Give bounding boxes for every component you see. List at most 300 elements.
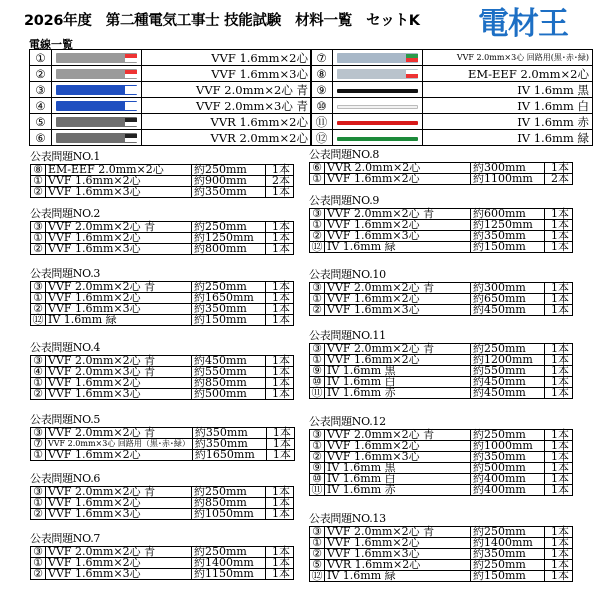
material-number: ① (310, 441, 325, 452)
material-name: VVF 2.0mm×3心 回路用（黒･赤･緑） (46, 439, 193, 450)
material-table (30, 427, 295, 461)
material-number: ① (31, 378, 46, 389)
material-number: ② (310, 452, 325, 463)
material-length: 約450mm (192, 356, 266, 367)
wire-label: EM-EEF 2.0mm×2心 (423, 66, 593, 82)
material-length: 約850mm (192, 498, 266, 509)
material-name: VVF 1.6mm×2心 (325, 441, 471, 452)
material-name: IV 1.6mm 黒 (325, 463, 471, 474)
material-number: ③ (310, 527, 325, 538)
wire-row (311, 66, 593, 82)
material-count: 1本 (545, 209, 573, 220)
material-table (309, 282, 573, 316)
material-name: VVF 1.6mm×3心 (325, 549, 471, 560)
material-name: IV 1.6mm 緑 (46, 315, 192, 326)
wire-core-ends (406, 70, 418, 78)
wire-core-ends (125, 134, 137, 142)
material-row (310, 305, 573, 316)
material-name: VVF 1.6mm×3心 (46, 187, 192, 198)
wire-swatch (56, 117, 137, 127)
material-number: ⑩ (310, 377, 325, 388)
material-number: ⑫ (311, 569, 323, 582)
material-count: 1本 (266, 569, 294, 580)
material-number: ③ (31, 428, 46, 439)
page-title: 2026年度 第二種電気工事士 技能試験 材料一覧 セットK (24, 13, 420, 29)
material-row (310, 485, 573, 496)
problem-block (309, 194, 573, 253)
material-count: 1本 (545, 355, 573, 366)
wire-label: VVF 2.0mm×2心 青 (142, 82, 312, 98)
wire-number: ⑦ (311, 50, 333, 66)
material-number: ⑨ (310, 366, 325, 377)
material-name: VVF 1.6mm×2心 (325, 220, 471, 231)
material-name: VVF 2.0mm×2心 青 (325, 527, 471, 538)
wire-row (30, 98, 312, 114)
material-length: 約250mm (192, 487, 266, 498)
material-count: 1本 (266, 244, 294, 255)
material-name: VVF 1.6mm×3心 (46, 509, 192, 520)
material-name: VVF 2.0mm×2心 青 (46, 356, 192, 367)
material-row (310, 242, 573, 253)
wire-row (311, 50, 593, 66)
material-count: 1本 (266, 450, 294, 461)
material-length: 約450mm (471, 305, 545, 316)
wire-photo (52, 98, 142, 114)
material-number: ⑪ (311, 386, 323, 399)
problem-title: 公表問題NO.4 (30, 341, 101, 354)
material-name: IV 1.6mm 白 (325, 377, 471, 388)
material-number: ② (31, 244, 46, 255)
material-number: ⑪ (311, 483, 323, 496)
wire-core-ends (125, 118, 137, 126)
material-name: VVF 1.6mm×2心 (46, 558, 192, 569)
material-name: VVF 1.6mm×3心 (46, 304, 192, 315)
logo-text: 電材王 (478, 6, 568, 42)
material-number: ③ (310, 283, 325, 294)
material-number: ① (310, 294, 325, 305)
material-name: IV 1.6mm 黒 (325, 366, 471, 377)
material-number: ① (31, 176, 46, 187)
material-name: VVF 1.6mm×3心 (325, 231, 471, 242)
wire-core-ends (125, 86, 137, 94)
wire-swatch (337, 89, 418, 93)
material-count: 1本 (545, 220, 573, 231)
material-row (31, 389, 294, 400)
material-length: 約900mm (192, 176, 266, 187)
material-name: VVF 1.6mm×2心 (46, 498, 192, 509)
problem-title: 公表問題NO.9 (309, 194, 380, 207)
problem-block (30, 472, 294, 520)
problem-block (309, 415, 573, 496)
problem-block (309, 268, 573, 316)
material-length: 約1150mm (192, 569, 266, 580)
wire-core-ends (125, 70, 137, 78)
material-length: 約1000mm (471, 441, 545, 452)
material-count: 1本 (545, 366, 573, 377)
problem-title: 公表問題NO.10 (309, 268, 386, 281)
material-number: ② (310, 305, 325, 316)
material-count: 1本 (545, 549, 573, 560)
wire-swatch (337, 121, 418, 125)
material-name: VVF 2.0mm×2心 青 (325, 430, 471, 441)
material-count: 1本 (545, 571, 573, 582)
material-count: 1本 (545, 441, 573, 452)
material-length: 約1650mm (192, 293, 266, 304)
wire-number: ③ (30, 82, 52, 98)
material-number: ⑫ (311, 240, 323, 253)
material-number: ② (31, 304, 46, 315)
material-number: ⑥ (310, 163, 325, 174)
material-number: ⑩ (310, 474, 325, 485)
problem-title: 公表問題NO.12 (309, 415, 386, 428)
material-length: 約800mm (192, 244, 266, 255)
material-name: VVF 2.0mm×2心 青 (325, 344, 471, 355)
wire-photo (333, 98, 423, 114)
wire-row (311, 114, 593, 130)
material-length: 約350mm (192, 439, 266, 450)
material-length: 約450mm (471, 388, 545, 399)
wire-row (311, 130, 593, 146)
material-number: ① (310, 174, 325, 185)
wire-table-left (29, 49, 312, 146)
material-count: 1本 (545, 430, 573, 441)
material-number: ③ (31, 222, 46, 233)
material-number: ② (310, 231, 325, 242)
material-name: IV 1.6mm 白 (325, 474, 471, 485)
material-table (30, 221, 294, 255)
problem-title: 公表問題NO.1 (30, 150, 101, 163)
wire-core-ends (125, 102, 137, 110)
material-name: VVF 2.0mm×2心 青 (46, 487, 192, 498)
wire-row (30, 114, 312, 130)
material-count: 1本 (545, 452, 573, 463)
wire-swatch (56, 69, 137, 79)
material-length: 約550mm (471, 366, 545, 377)
brand-logo (478, 4, 590, 44)
wire-label: VVR 1.6mm×2心 (142, 114, 312, 130)
material-row (31, 244, 294, 255)
material-count: 1本 (266, 367, 294, 378)
material-count: 1本 (545, 538, 573, 549)
material-name: EM-EEF 2.0mm×2心 (46, 165, 192, 176)
material-number: ③ (31, 282, 46, 293)
material-count: 1本 (266, 233, 294, 244)
material-length: 約1400mm (192, 558, 266, 569)
material-length: 約150mm (471, 242, 545, 253)
problem-title: 公表問題NO.11 (309, 329, 386, 342)
material-table (309, 162, 573, 185)
material-table (30, 281, 294, 326)
material-count: 1本 (266, 187, 294, 198)
problem-title: 公表問題NO.7 (30, 532, 101, 545)
material-length: 約1200mm (471, 355, 545, 366)
material-name: VVF 1.6mm×2心 (46, 293, 192, 304)
material-count: 1本 (545, 388, 573, 399)
material-length: 約400mm (471, 474, 545, 485)
material-length: 約250mm (192, 165, 266, 176)
material-length: 約1250mm (471, 220, 545, 231)
wire-swatch (56, 101, 137, 111)
wire-label: VVF 1.6mm×3心 (142, 66, 312, 82)
material-number: ② (31, 389, 46, 400)
material-length: 約1100mm (471, 174, 545, 185)
material-row (31, 187, 294, 198)
wire-label: VVR 2.0mm×2心 (142, 130, 312, 146)
problem-block (309, 329, 573, 399)
material-count: 1本 (545, 527, 573, 538)
material-length: 約350mm (471, 549, 545, 560)
wire-number: ⑩ (311, 98, 333, 114)
material-length: 約350mm (192, 428, 266, 439)
material-count: 1本 (545, 344, 573, 355)
wire-swatch (337, 105, 418, 109)
wire-number: ⑪ (311, 114, 333, 130)
material-length: 約150mm (471, 571, 545, 582)
material-length: 約400mm (471, 485, 545, 496)
material-number: ① (31, 233, 46, 244)
material-length: 約1050mm (192, 509, 266, 520)
material-count: 2本 (266, 176, 294, 187)
material-name: VVF 1.6mm×2心 (325, 174, 471, 185)
material-count: 1本 (266, 165, 294, 176)
material-name: VVF 1.6mm×3心 (46, 389, 192, 400)
material-table (309, 343, 573, 399)
material-length: 約250mm (192, 547, 266, 558)
material-count: 1本 (266, 547, 294, 558)
wire-number: ④ (30, 98, 52, 114)
material-name: VVF 1.6mm×2心 (325, 294, 471, 305)
wire-number: ① (30, 50, 52, 66)
wire-photo (52, 114, 142, 130)
material-name: VVR 1.6mm×2心 (325, 560, 471, 571)
problem-title: 公表問題NO.2 (30, 207, 101, 220)
problem-title: 公表問題NO.6 (30, 472, 101, 485)
wire-list-heading: 電線一覧 (29, 38, 73, 51)
material-number: ① (31, 498, 46, 509)
problem-title: 公表問題NO.13 (309, 512, 386, 525)
material-length: 約350mm (471, 231, 545, 242)
material-name: VVF 2.0mm×2心 青 (325, 209, 471, 220)
material-name: VVF 1.6mm×2心 (46, 233, 192, 244)
material-count: 1本 (266, 282, 294, 293)
material-count: 1本 (545, 463, 573, 474)
wire-label: IV 1.6mm 赤 (423, 114, 593, 130)
material-count: 2本 (545, 174, 573, 185)
material-count: 1本 (545, 242, 573, 253)
material-row (31, 428, 295, 439)
material-number: ① (31, 293, 46, 304)
material-table (30, 164, 294, 198)
material-length: 約500mm (192, 389, 266, 400)
material-length: 約1250mm (192, 233, 266, 244)
material-count: 1本 (266, 509, 294, 520)
material-number: ③ (310, 430, 325, 441)
wire-core-ends (125, 54, 137, 62)
material-name: IV 1.6mm 緑 (325, 571, 471, 582)
material-number: ③ (310, 344, 325, 355)
material-length: 約350mm (192, 304, 266, 315)
material-length: 約350mm (471, 452, 545, 463)
material-name: IV 1.6mm 赤 (325, 485, 471, 496)
material-name: VVF 1.6mm×3心 (46, 244, 192, 255)
material-number: ③ (31, 356, 46, 367)
wire-photo (333, 130, 423, 146)
material-row (31, 315, 294, 326)
wire-label: IV 1.6mm 黒 (423, 82, 593, 98)
material-length: 約1650mm (192, 450, 266, 461)
material-name: VVF 1.6mm×2心 (46, 450, 193, 461)
material-length: 約1400mm (471, 538, 545, 549)
material-length: 約300mm (471, 163, 545, 174)
wire-photo (52, 130, 142, 146)
material-name: IV 1.6mm 緑 (325, 242, 471, 253)
material-number: ② (31, 187, 46, 198)
wire-photo (333, 114, 423, 130)
problem-block (30, 413, 295, 461)
material-length: 約150mm (192, 315, 266, 326)
material-count: 1本 (545, 294, 573, 305)
problem-block (30, 532, 294, 580)
material-length: 約850mm (192, 378, 266, 389)
material-name: VVF 1.6mm×3心 (46, 569, 192, 580)
material-length: 約650mm (471, 294, 545, 305)
material-number: ⑨ (310, 463, 325, 474)
wire-number: ② (30, 66, 52, 82)
wire-photo (52, 82, 142, 98)
material-count: 1本 (545, 560, 573, 571)
material-length: 約250mm (192, 282, 266, 293)
material-number: ⑧ (31, 165, 46, 176)
material-count: 1本 (545, 377, 573, 388)
material-row (31, 509, 294, 520)
wire-number: ⑥ (30, 130, 52, 146)
problem-title: 公表問題NO.8 (309, 148, 380, 161)
material-number: ③ (310, 209, 325, 220)
material-number: ② (310, 549, 325, 560)
material-length: 約300mm (471, 283, 545, 294)
wire-row (311, 98, 593, 114)
material-count: 1本 (266, 293, 294, 304)
problem-title: 公表問題NO.3 (30, 267, 101, 280)
material-name: VVF 1.6mm×2心 (46, 378, 192, 389)
problem-block (30, 150, 294, 198)
wire-label: VVF 2.0mm×3心 回路用(黒･赤･緑) (423, 50, 593, 66)
wire-label: IV 1.6mm 緑 (423, 130, 593, 146)
material-count: 1本 (266, 487, 294, 498)
wire-swatch (56, 53, 137, 63)
wire-swatch (56, 133, 137, 143)
material-count: 1本 (266, 356, 294, 367)
material-count: 1本 (545, 283, 573, 294)
wire-core-ends (406, 54, 418, 62)
problem-block (30, 341, 294, 400)
wire-row (30, 82, 312, 98)
material-name: VVF 1.6mm×2心 (325, 355, 471, 366)
wire-number: ⑧ (311, 66, 333, 82)
material-count: 1本 (545, 485, 573, 496)
material-table (309, 526, 573, 582)
wire-number: ⑨ (311, 82, 333, 98)
material-table (309, 429, 573, 496)
material-count: 1本 (266, 498, 294, 509)
material-row (310, 174, 573, 185)
material-number: ⑤ (310, 560, 325, 571)
material-number: ① (310, 538, 325, 549)
material-table (30, 486, 294, 520)
material-count: 1本 (266, 378, 294, 389)
problem-block (309, 148, 573, 185)
material-length: 約250mm (471, 344, 545, 355)
material-name: VVF 2.0mm×2心 青 (46, 547, 192, 558)
material-row (31, 450, 295, 461)
material-name: VVF 2.0mm×2心 青 (325, 283, 471, 294)
wire-label: VVF 1.6mm×2心 (142, 50, 312, 66)
material-length: 約250mm (192, 222, 266, 233)
material-number: ⑦ (31, 439, 46, 450)
material-count: 1本 (266, 315, 294, 326)
material-count: 1本 (545, 163, 573, 174)
material-number: ⑫ (32, 313, 44, 326)
wire-table-right (310, 49, 593, 146)
material-name: VVF 2.0mm×2心 青 (46, 222, 192, 233)
material-length: 約350mm (192, 187, 266, 198)
material-name: IV 1.6mm 赤 (325, 388, 471, 399)
material-row (310, 388, 573, 399)
material-count: 1本 (266, 439, 294, 450)
material-name: VVR 2.0mm×2心 (325, 163, 471, 174)
wire-number: ⑫ (311, 130, 333, 146)
material-count: 1本 (545, 305, 573, 316)
problem-block (309, 512, 573, 582)
material-number: ① (310, 220, 325, 231)
wire-swatch (337, 53, 418, 63)
material-length: 約250mm (471, 430, 545, 441)
wire-photo (333, 82, 423, 98)
material-row (310, 571, 573, 582)
material-number: ① (31, 450, 46, 461)
problem-block (30, 207, 294, 255)
problem-block (30, 267, 294, 326)
material-length: 約500mm (471, 463, 545, 474)
wire-photo (52, 50, 142, 66)
wire-row (30, 66, 312, 82)
material-count: 1本 (545, 231, 573, 242)
wire-row (30, 50, 312, 66)
material-name: VVF 2.0mm×2心 青 (46, 282, 192, 293)
material-count: 1本 (266, 428, 294, 439)
material-length: 約250mm (471, 527, 545, 538)
wire-swatch (337, 137, 418, 141)
material-name: VVF 1.6mm×3心 (325, 305, 471, 316)
material-number: ③ (31, 547, 46, 558)
wire-row (311, 82, 593, 98)
material-length: 約550mm (192, 367, 266, 378)
material-name: VVF 1.6mm×3心 (325, 452, 471, 463)
material-number: ③ (31, 487, 46, 498)
material-count: 1本 (266, 558, 294, 569)
material-length: 約250mm (471, 560, 545, 571)
wire-label: IV 1.6mm 白 (423, 98, 593, 114)
material-table (30, 355, 294, 400)
material-number: ② (31, 569, 46, 580)
wire-swatch (56, 85, 137, 95)
material-number: ① (31, 558, 46, 569)
wire-label: VVF 2.0mm×3心 青 (142, 98, 312, 114)
wire-number: ⑤ (30, 114, 52, 130)
material-name: VVF 2.0mm×3心 青 (46, 367, 192, 378)
wire-swatch (337, 69, 418, 79)
wire-row (30, 130, 312, 146)
